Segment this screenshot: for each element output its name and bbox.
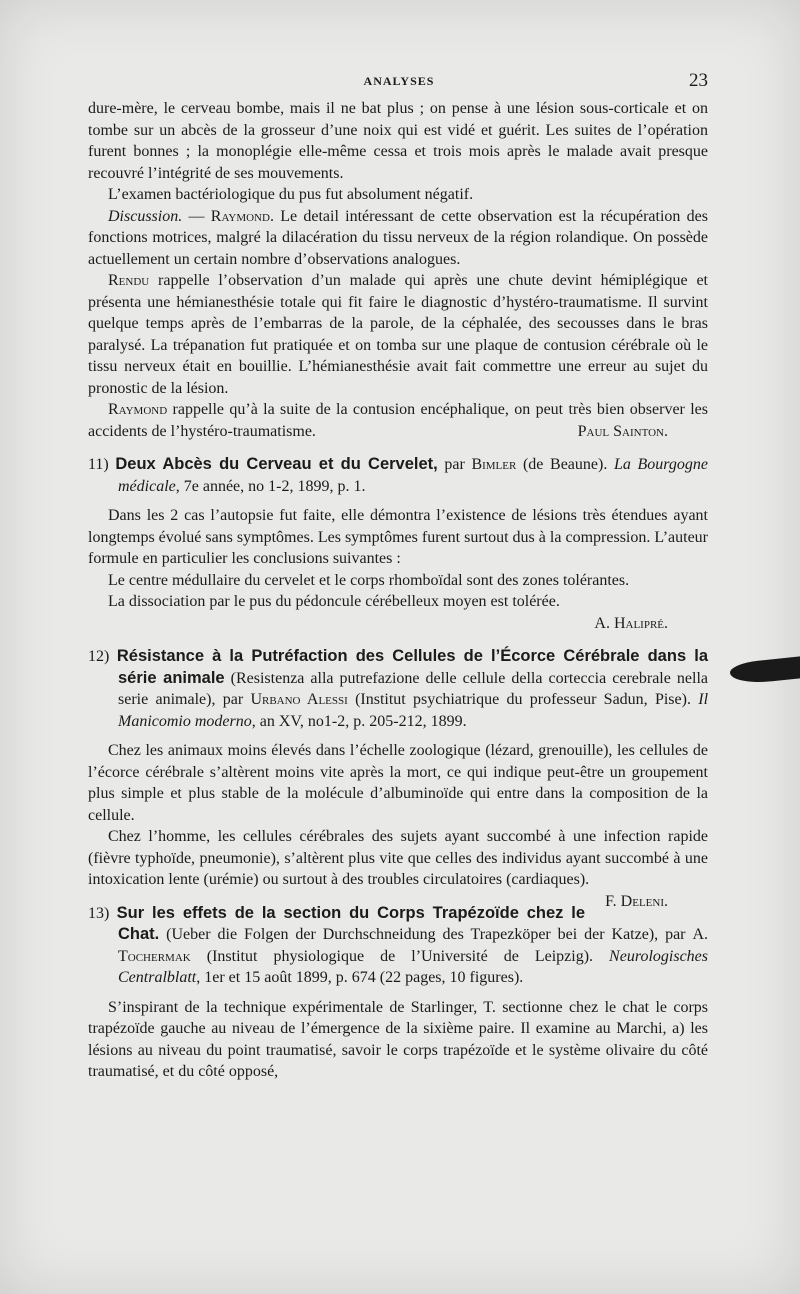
binding-clip-mark bbox=[730, 656, 800, 685]
article-journal: La Bourgogne médicale bbox=[118, 456, 709, 495]
article-title: Deux Abcès du Cerveau et du Cervelet, bbox=[115, 455, 438, 473]
article-number: 13) bbox=[88, 904, 110, 922]
author-name: Raymond bbox=[108, 401, 168, 418]
discussion-dash: — bbox=[182, 207, 211, 225]
author-name: Raymond bbox=[210, 207, 270, 225]
discussion-label: Discussion. bbox=[108, 207, 183, 225]
article-paragraph: Le centre médullaire du cervelet et le corps rhomboïdal sont des zones tolérantes. bbox=[108, 571, 630, 589]
article-author: Bimler bbox=[471, 456, 517, 473]
signature: A. Halipré. bbox=[594, 614, 668, 632]
author-name: Rendu bbox=[108, 272, 150, 289]
article-reference: , 1er et 15 août 1899, p. 674 (22 pages, 10 figures). bbox=[196, 969, 524, 986]
paragraph-text: . Le detail intéressant de cette observation est la récupération des fonctions motrices, malgré la dilacération du tissu nerveux de la région rolandique. On possède actuellement un certain nombre d’observations analogues. bbox=[88, 207, 709, 268]
signature: Paul Sainton. bbox=[577, 422, 668, 440]
running-title: ANALYSES bbox=[363, 74, 435, 88]
article-paragraph: Dans les 2 cas l’autopsie fut faite, elle démontra l’existence de lésions très étendues ayant longtemps évolué sans symptômes. Les symptômes furent surtout dus à la compression. L’auteur formule en particulier les conclusions suivantes : bbox=[88, 507, 708, 567]
signature: F. Deleni. bbox=[605, 892, 668, 910]
article-heading bbox=[88, 903, 708, 989]
paragraph-text: Chez l’homme, les cellules cérébrales des sujets ayant succombé à une infection rapide (fièvre typhoïde, pneumonie), s’altèrent plus vite que celles des individus ayant succombé à une intoxication lente (urémie) ou surtout à des troubles circulatoires (cardiaques). bbox=[88, 828, 708, 888]
article-affiliation: (de Beaune). bbox=[516, 456, 614, 473]
article-reference: , an XV, no1-2, p. 205-212, 1899. bbox=[251, 712, 467, 730]
article-paragraph: Chez les animaux moins élevés dans l’échelle zoologique (lézard, grenouille), les cellules de l’écorce cérébrale s’altèrent moins vite après la mort, ce qui indique peut-être un groupement plus simple et plus stable de la molécule d’albuminoïde qui entre dans la composition de la cellule. bbox=[88, 742, 708, 824]
article-paragraph bbox=[88, 826, 708, 910]
article-subtitle: (Resistenza alla putrefazione delle cellule della corteccia cerebrale nella serie animale), par bbox=[118, 669, 708, 708]
paragraph-text: rappelle qu’à la suite de la contusion encéphalique, on peut très bien observer les accidents de l’hystéro-traumatisme. bbox=[88, 401, 708, 440]
body-text bbox=[88, 98, 708, 1083]
article-subtitle: (Ueber die Folgen der Durchschneidung des Trapezköper bei der Katze), par bbox=[159, 926, 693, 943]
intro-paragraph-4 bbox=[88, 270, 708, 399]
article-number: 12) bbox=[88, 648, 110, 665]
article-journal: Neurologisches Centralblatt bbox=[118, 947, 708, 986]
article-11 bbox=[88, 454, 708, 634]
intro-paragraph-3 bbox=[88, 206, 708, 271]
article-by: par bbox=[437, 456, 472, 473]
article-author: A. Tochermak bbox=[118, 926, 708, 965]
article-affiliation: (Institut physiologique de l’Université de Leipzig). bbox=[190, 947, 610, 965]
paragraph-text: rappelle l’observation d’un malade qui après une chute devint hémiplégique et présenta une hémianesthésie totale qui fit faire le diagnostic d’hystéro-traumatisme. Il survint quelque temps après de l’embarras de la parole, de la céphalée, des secousses dans le bras paralysé. La trépanation fut pratiquée et on tomba sur une plaque de contusion cérébrale où le tissu nerveux était en bouillie. L’hémianesthésie avait fait commettre une erreur au sujet du pronostic de la lésion. bbox=[88, 272, 708, 397]
page-number: 23 bbox=[689, 70, 708, 91]
article-paragraph: S’inspirant de la technique expérimentale de Starlinger, T. sectionne chez le chat le corps trapézoïde gauche au niveau de l’émergence de la sixième paire. Il examine au Marchi, a) les lésions au niveau du point traumatisé, savoir le corps trapézoïde et le système olivaire du côté traumatisé, et du côté opposé, bbox=[88, 998, 708, 1080]
article-paragraph: La dissociation par le pus du pédoncule cérébelleux moyen est tolérée. bbox=[108, 593, 560, 610]
article-reference: , 7e année, no 1-2, 1899, p. 1. bbox=[175, 477, 366, 495]
article-author: Urbano Alessi bbox=[250, 691, 348, 708]
article-heading bbox=[88, 454, 708, 497]
article-heading bbox=[88, 646, 708, 732]
intro-paragraph-5 bbox=[88, 399, 708, 442]
page-header bbox=[88, 70, 710, 98]
article-affiliation: (Institut psychiatrique du professeur Sadun, Pise). bbox=[347, 691, 699, 708]
article-12 bbox=[88, 646, 709, 910]
article-title: Sur les effets de la section du Corps Trapézoïde chez le Chat. bbox=[116, 903, 586, 943]
article-13 bbox=[88, 903, 708, 1083]
article-title: Résistance à la Putréfaction des Cellules de l’Écorce Cérébrale dans la série animale bbox=[116, 647, 708, 687]
intro-paragraph-1: dure-mère, le cerveau bombe, mais il ne bat plus ; on pense à une lésion sous-corticale et on tombe sur un abcès de la grosseur d’une noix qui est vidé et guérit. Les suites de l’opération furent bonnes ; la monoplégie elle-même cessa et trois mois après le malade avait presque recouvré l’intégrité de ses mouvements. bbox=[88, 100, 708, 182]
article-journal: Il Manicomio moderno bbox=[118, 691, 709, 730]
article-number: 11) bbox=[88, 456, 109, 473]
intro-paragraph-2: L’examen bactériologique du pus fut absolument négatif. bbox=[108, 186, 474, 203]
